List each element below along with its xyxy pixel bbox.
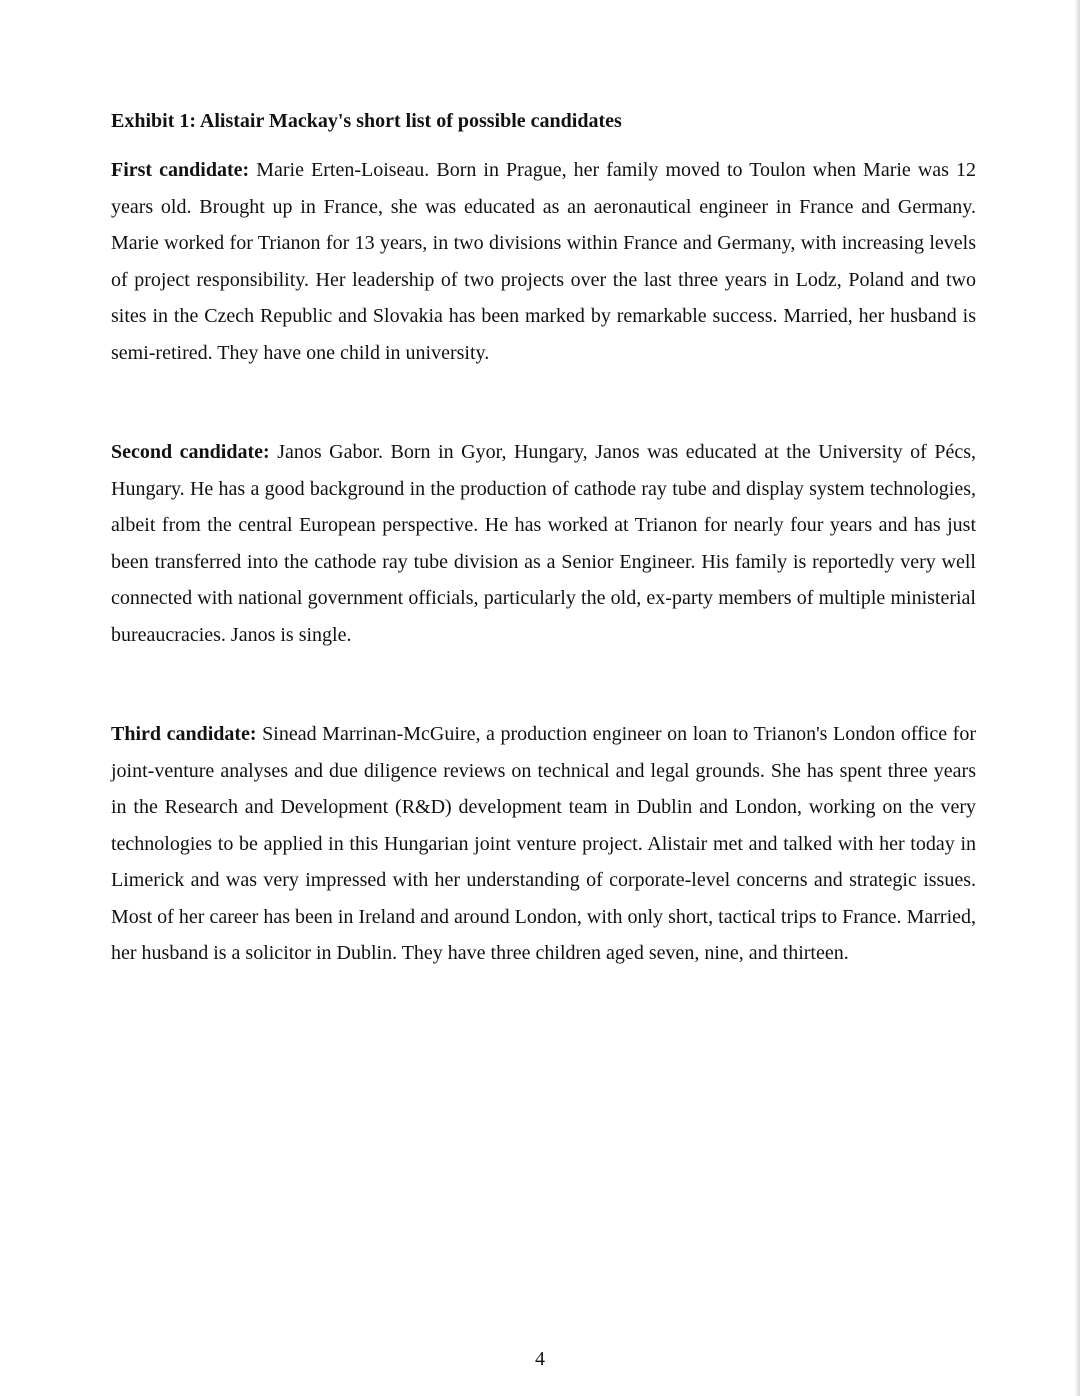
- exhibit-title: Exhibit 1: Alistair Mackay's short list of possible candidates: [111, 110, 622, 132]
- candidate-description: Janos Gabor. Born in Gyor, Hungary, Janos was educated at the University of Pécs, Hungary. He has a good background in the production of cathode ray tube and display system technologies, albeit from the central European perspective. He has worked at Trianon for nearly four years and has just been transferred into the cathode ray tube division as a Senior Engineer. His family is reportedly very well connected with national government officials, particularly the old, ex-party members of multiple ministerial bureaucracies. Janos is single.: [111, 441, 977, 646]
- candidate-label: Third candidate:: [111, 723, 257, 745]
- page-content: [111, 106, 976, 972]
- page-number: 4: [535, 1348, 545, 1370]
- paragraph-gap: [111, 653, 976, 716]
- paragraph-gap: [111, 371, 976, 434]
- candidate-paragraph-second: [111, 434, 976, 653]
- candidate-label: First candidate:: [111, 159, 250, 181]
- candidate-paragraph-third: [111, 716, 976, 972]
- candidate-description: Marie Erten-Loiseau. Born in Prague, her family moved to Toulon when Marie was 12 years old. Brought up in France, she was educated as an aeronautical engineer in France and Germany. Marie worked for Trianon for 13 years, in two divisions within France and Germany, with increasing levels of project responsibility. Her leadership of two projects over the last three years in Lodz, Poland and two sites in the Czech Republic and Slovakia has been marked by remarkable success. Married, her husband is semi-retired. They have one child in university.: [111, 159, 977, 364]
- candidate-description: Sinead Marrinan-McGuire, a production engineer on loan to Trianon's London office for joint-venture analyses and due diligence reviews on technical and legal grounds. She has spent three years in the Research and Development (R&D) development team in Dublin and London, working on the very technologies to be applied in this Hungarian joint venture project. Alistair met and talked with her today in Limerick and was very impressed with her understanding of corporate-level concerns and strategic issues. Most of her career has been in Ireland and around London, with only short, tactical trips to France. Married, her husband is a solicitor in Dublin. They have three children aged seven, nine, and thirteen.: [111, 723, 976, 964]
- candidate-label: Second candidate:: [111, 441, 270, 463]
- page-edge-shadow: [1074, 0, 1080, 1396]
- candidate-paragraph-first: [111, 152, 976, 371]
